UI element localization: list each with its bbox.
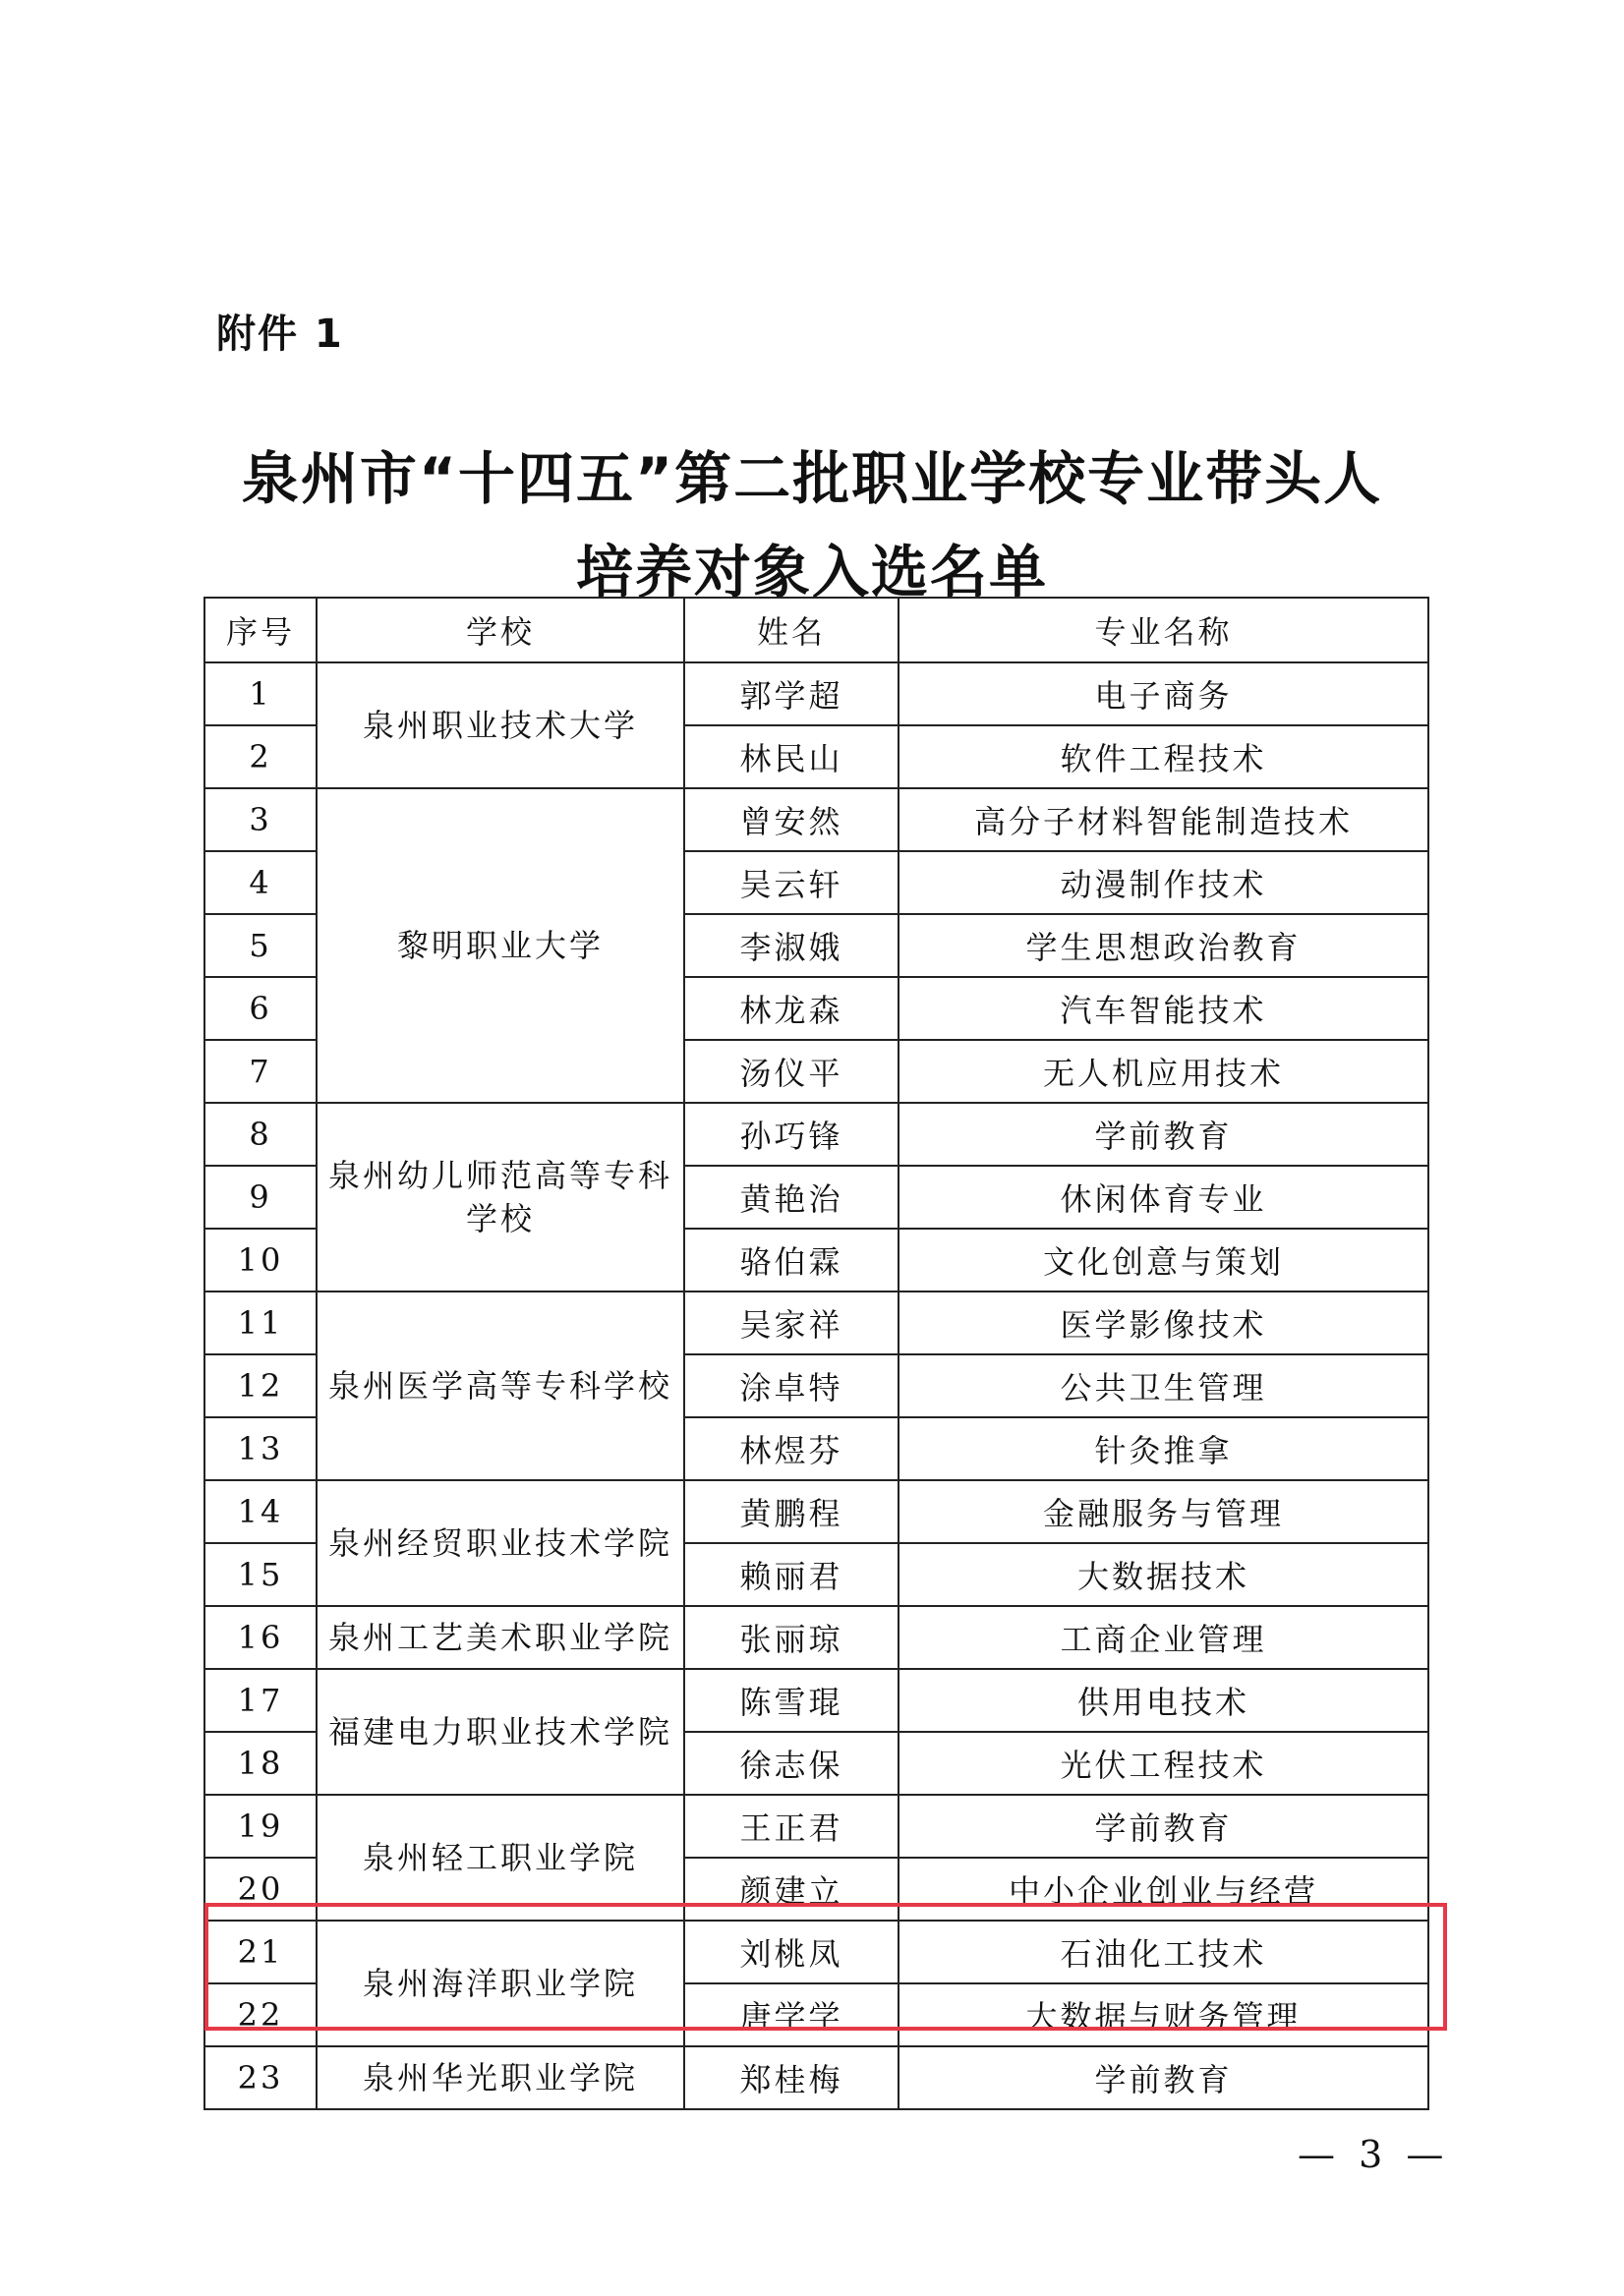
major-name: 学前教育 <box>899 2046 1428 2109</box>
row-index: 15 <box>204 1543 317 1606</box>
major-name: 动漫制作技术 <box>899 851 1428 914</box>
major-name: 工商企业管理 <box>899 1606 1428 1669</box>
school-cell: 泉州海洋职业学院 <box>317 1921 684 2046</box>
row-index: 1 <box>204 662 317 725</box>
person-name: 王正君 <box>684 1795 899 1858</box>
major-name: 医学影像技术 <box>899 1292 1428 1354</box>
row-index: 20 <box>204 1858 317 1921</box>
major-name: 大数据技术 <box>899 1543 1428 1606</box>
row-index: 3 <box>204 788 317 851</box>
row-index: 14 <box>204 1480 317 1543</box>
major-name: 金融服务与管理 <box>899 1480 1428 1543</box>
row-index: 13 <box>204 1417 317 1480</box>
table-body <box>204 662 1428 2109</box>
row-index: 9 <box>204 1166 317 1229</box>
major-name: 高分子材料智能制造技术 <box>899 788 1428 851</box>
person-name: 林民山 <box>684 725 899 788</box>
header-name: 姓名 <box>684 598 899 662</box>
roster-table <box>203 597 1429 2110</box>
row-index: 6 <box>204 977 317 1040</box>
attachment-label: 附件 1 <box>216 312 344 357</box>
person-name: 唐学学 <box>684 1983 899 2046</box>
school-cell: 泉州华光职业学院 <box>317 2046 684 2109</box>
row-index: 4 <box>204 851 317 914</box>
school-cell: 泉州工艺美术职业学院 <box>317 1606 684 1669</box>
row-index: 10 <box>204 1229 317 1292</box>
header-index: 序号 <box>204 598 317 662</box>
major-name: 软件工程技术 <box>899 725 1428 788</box>
person-name: 黄鹏程 <box>684 1480 899 1543</box>
table-row <box>204 1795 1428 1858</box>
major-name: 光伏工程技术 <box>899 1732 1428 1795</box>
person-name: 曾安然 <box>684 788 899 851</box>
person-name: 张丽琼 <box>684 1606 899 1669</box>
person-name: 赖丽君 <box>684 1543 899 1606</box>
table-row <box>204 1103 1428 1166</box>
row-index: 16 <box>204 1606 317 1669</box>
table-row <box>204 1669 1428 1732</box>
row-index: 18 <box>204 1732 317 1795</box>
major-name: 石油化工技术 <box>899 1921 1428 1983</box>
table-row <box>204 1921 1428 1983</box>
school-cell: 福建电力职业技术学院 <box>317 1669 684 1795</box>
major-name: 汽车智能技术 <box>899 977 1428 1040</box>
person-name: 李淑娥 <box>684 914 899 977</box>
table-row <box>204 662 1428 725</box>
major-name: 学前教育 <box>899 1795 1428 1858</box>
major-name: 供用电技术 <box>899 1669 1428 1732</box>
row-index: 23 <box>204 2046 317 2109</box>
table-row <box>204 2046 1428 2109</box>
table-header-row <box>204 598 1428 662</box>
person-name: 郑桂梅 <box>684 2046 899 2109</box>
row-index: 22 <box>204 1983 317 2046</box>
row-index: 8 <box>204 1103 317 1166</box>
major-name: 学生思想政治教育 <box>899 914 1428 977</box>
table-row <box>204 788 1428 851</box>
person-name: 吴云轩 <box>684 851 899 914</box>
person-name: 郭学超 <box>684 662 899 725</box>
school-cell: 黎明职业大学 <box>317 788 684 1103</box>
person-name: 陈雪琨 <box>684 1669 899 1732</box>
page-number: — 3 — <box>1298 2133 1450 2176</box>
row-index: 21 <box>204 1921 317 1983</box>
person-name: 吴家祥 <box>684 1292 899 1354</box>
table-row <box>204 1292 1428 1354</box>
table-row <box>204 1480 1428 1543</box>
major-name: 公共卫生管理 <box>899 1354 1428 1417</box>
school-cell: 泉州经贸职业技术学院 <box>317 1480 684 1606</box>
person-name: 颜建立 <box>684 1858 899 1921</box>
major-name: 无人机应用技术 <box>899 1040 1428 1103</box>
major-name: 大数据与财务管理 <box>899 1983 1428 2046</box>
person-name: 骆伯霖 <box>684 1229 899 1292</box>
row-index: 17 <box>204 1669 317 1732</box>
person-name: 刘桃凤 <box>684 1921 899 1983</box>
school-cell: 泉州职业技术大学 <box>317 662 684 788</box>
document-title-line-2: 培养对象入选名单 <box>575 539 1048 605</box>
major-name: 学前教育 <box>899 1103 1428 1166</box>
person-name: 汤仪平 <box>684 1040 899 1103</box>
row-index: 12 <box>204 1354 317 1417</box>
school-cell: 泉州轻工职业学院 <box>317 1795 684 1921</box>
school-cell: 泉州医学高等专科学校 <box>317 1292 684 1480</box>
major-name: 针灸推拿 <box>899 1417 1428 1480</box>
header-major: 专业名称 <box>899 598 1428 662</box>
row-index: 5 <box>204 914 317 977</box>
row-index: 2 <box>204 725 317 788</box>
person-name: 涂卓特 <box>684 1354 899 1417</box>
person-name: 林龙森 <box>684 977 899 1040</box>
major-name: 文化创意与策划 <box>899 1229 1428 1292</box>
header-school: 学校 <box>317 598 684 662</box>
major-name: 中小企业创业与经营 <box>899 1858 1428 1921</box>
school-cell: 泉州幼儿师范高等专科学校 <box>317 1103 684 1292</box>
person-name: 孙巧锋 <box>684 1103 899 1166</box>
person-name: 林煜芬 <box>684 1417 899 1480</box>
major-name: 电子商务 <box>899 662 1428 725</box>
row-index: 7 <box>204 1040 317 1103</box>
table-row <box>204 1606 1428 1669</box>
major-name: 休闲体育专业 <box>899 1166 1428 1229</box>
row-index: 19 <box>204 1795 317 1858</box>
person-name: 徐志保 <box>684 1732 899 1795</box>
row-index: 11 <box>204 1292 317 1354</box>
document-title-line-1: 泉州市“十四五”第二批职业学校专业带头人 <box>241 445 1383 512</box>
person-name: 黄艳治 <box>684 1166 899 1229</box>
